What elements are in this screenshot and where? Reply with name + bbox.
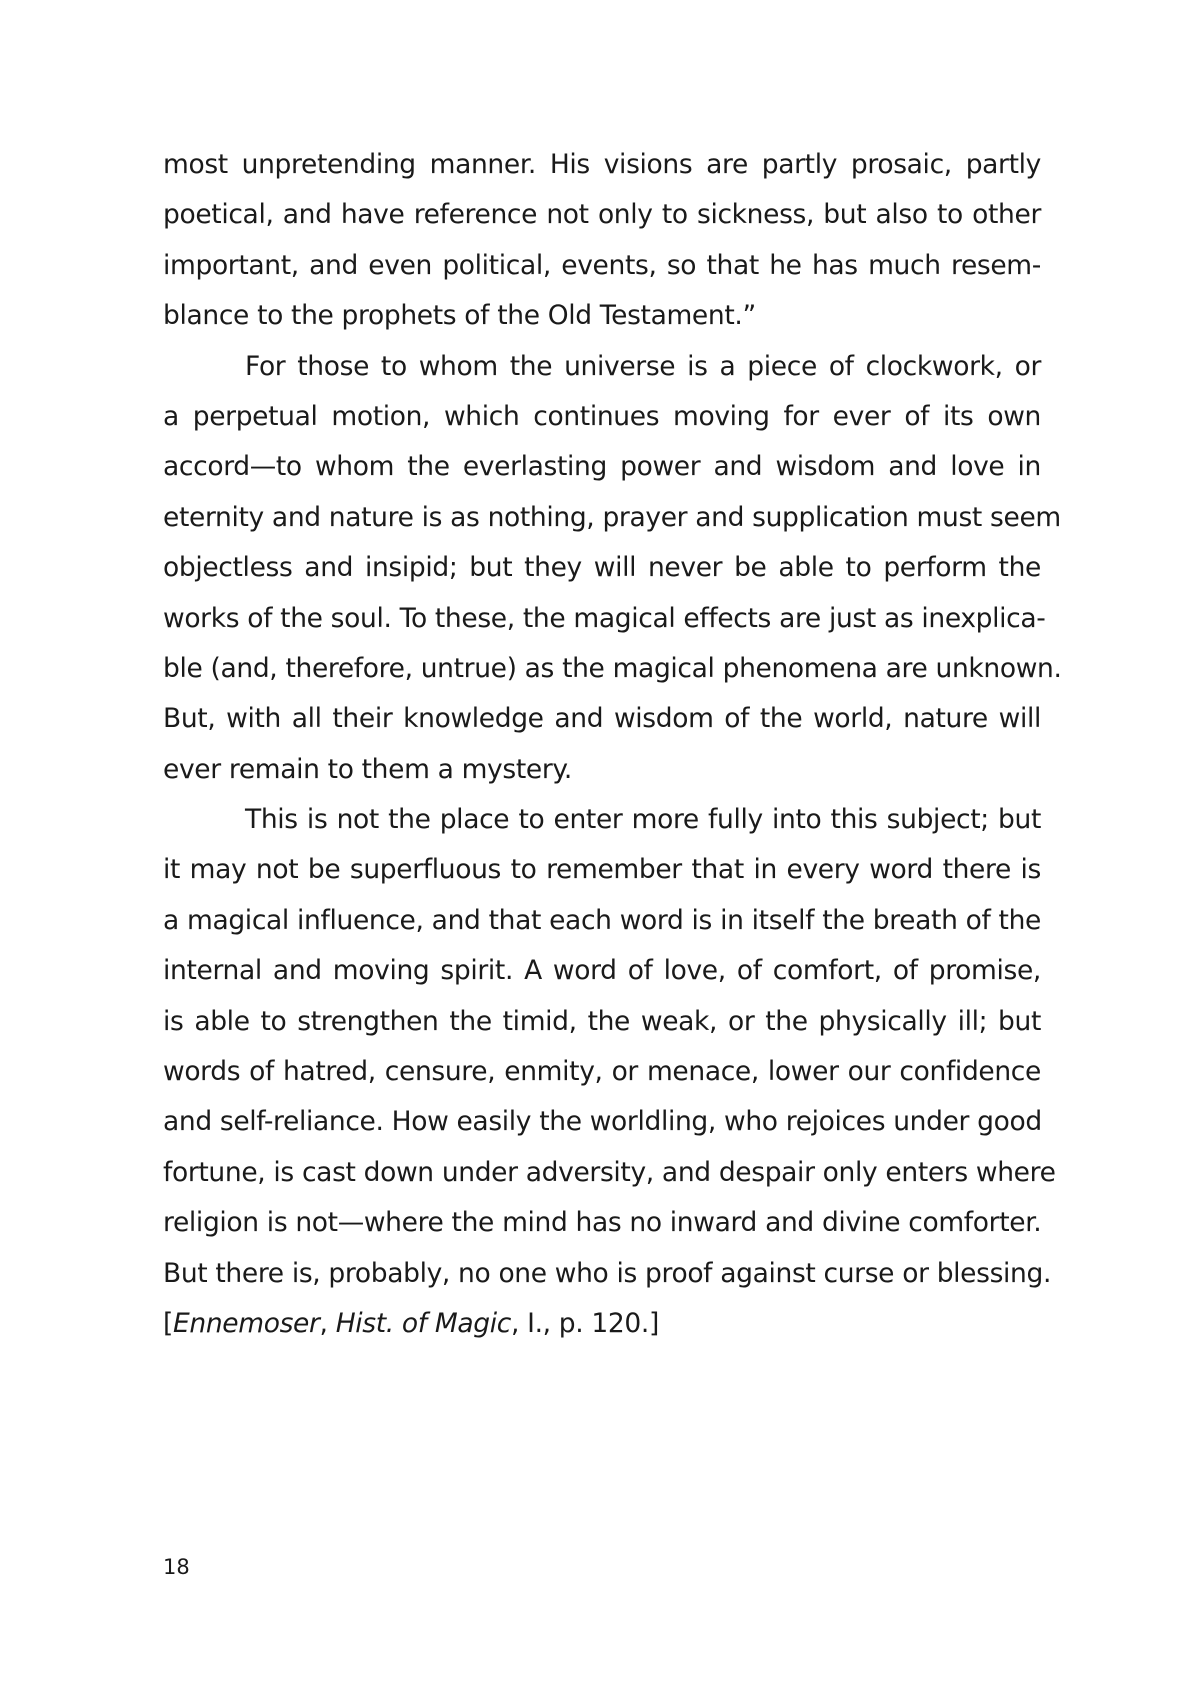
text-line: This is not the place to enter more fully into this subject; but (245, 804, 1041, 836)
text-line: a magical influence, and that each word is in itself the breath of the (163, 904, 1041, 936)
body-text (163, 140, 1062, 1349)
citation-open: [ (163, 1307, 173, 1339)
page-number: 18 (163, 1555, 190, 1579)
paragraph-3 (163, 795, 1056, 1349)
text-line: eternity and nature is as nothing, prayer and supplication must seem (163, 501, 1061, 533)
text-line: blance to the prophets of the Old Testament.” (163, 300, 756, 332)
text-line: it may not be superfluous to remember that in every word there is (163, 854, 1041, 886)
text-line: fortune, is cast down under adversity, and despair only enters where (163, 1156, 1056, 1188)
citation (163, 1299, 1041, 1349)
text-line: words of hatred, censure, enmity, or menace, lower our confidence (163, 1056, 1041, 1088)
text-line: ever remain to them a mystery. (163, 753, 572, 785)
text-line: and self-reliance. How easily the worldling, who rejoices under good (163, 1106, 1042, 1138)
text-line: ble (and, therefore, untrue) as the magical phenomena are unknown. (163, 652, 1062, 684)
text-line: is able to strengthen the timid, the weak, or the physically ill; but (163, 1005, 1041, 1037)
text-line: internal and moving spirit. A word of love, of comfort, of promise, (163, 955, 1041, 987)
citation-author: Ennemoser (173, 1307, 320, 1339)
text-line: objectless and insipid; but they will never be able to perform the (163, 552, 1041, 584)
paragraph-1 (163, 140, 1041, 342)
text-line: a perpetual motion, which continues moving for ever of its own (163, 400, 1041, 432)
text-line: religion is not—where the mind has no inward and divine comforter. (163, 1207, 1042, 1239)
text-line: poetical, and have reference not only to sickness, but also to other (163, 199, 1041, 231)
text-line: most unpretending manner. His visions are partly prosaic, partly (163, 149, 1041, 180)
citation-separator: , (319, 1307, 336, 1339)
text-line: For those to whom the universe is a piece of clockwork, or (245, 350, 1041, 382)
text-line: important, and even political, events, so that he has much resem- (163, 249, 1041, 281)
text-line: But there is, probably, no one who is proof against curse or blessing. (163, 1257, 1052, 1289)
text-line: accord—to whom the everlasting power and wisdom and love in (163, 451, 1041, 483)
citation-rest: , I., p. 120.] (510, 1307, 659, 1339)
text-line: works of the soul. To these, the magical effects are just as inexplica- (163, 602, 1046, 634)
citation-title: Hist. of Magic (335, 1307, 511, 1339)
paragraph-2 (163, 342, 1062, 796)
text-line: But, with all their knowledge and wisdom of the world, nature will (163, 703, 1041, 735)
